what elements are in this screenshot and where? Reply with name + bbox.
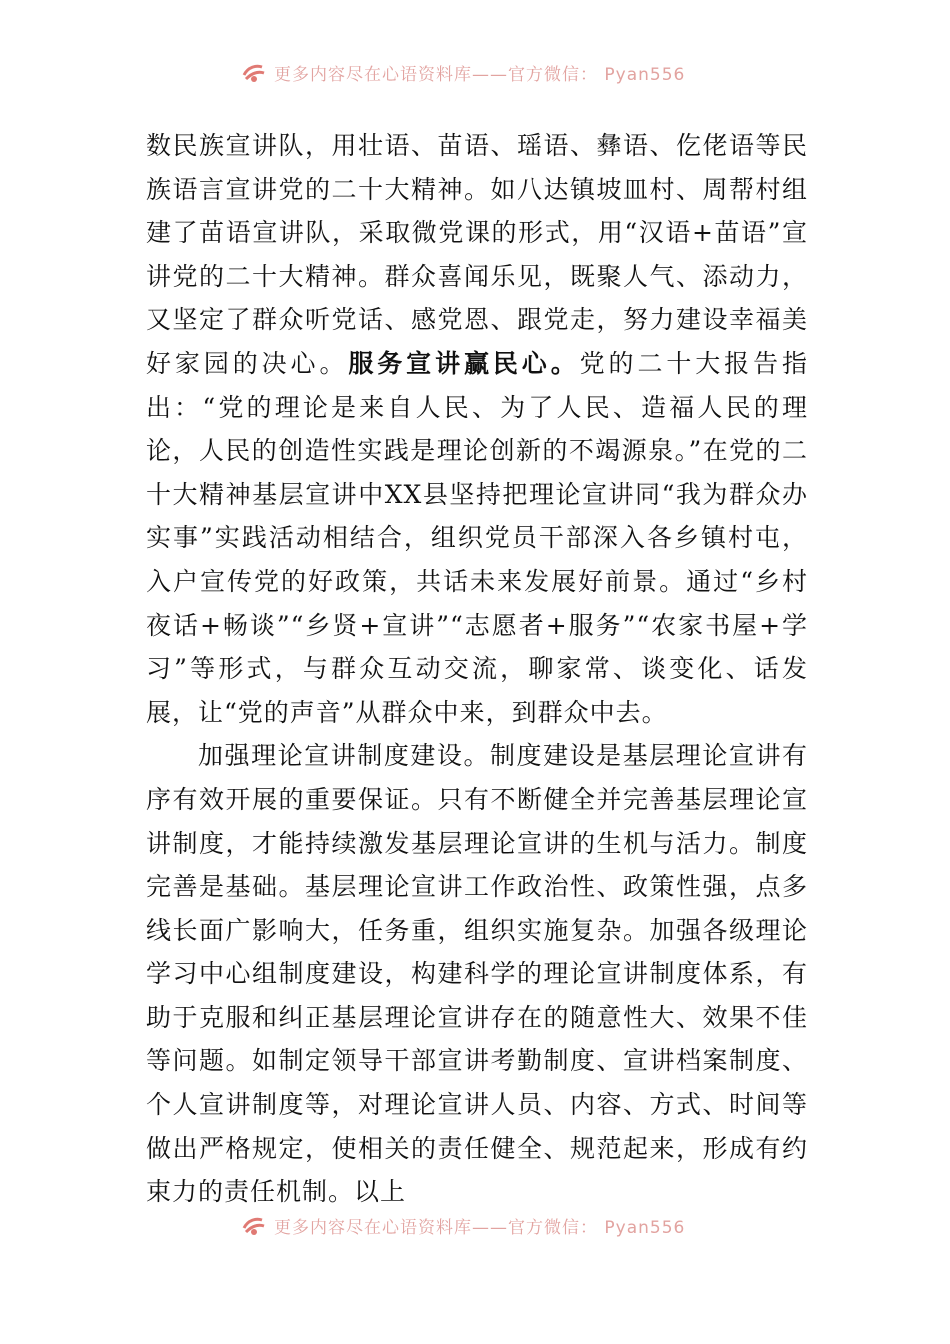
paragraph-1-text-b: 党的二十大报告指出：“党的理论是来自人民、为了人民、造福人民的理论，人民的创造性实践是理论创新的不竭源泉。”在党的二十大精神基层宣讲中XX县坚持把理论宣讲同“我为群众办实事”实践活动相结合，组织党员干部深入各乡镇村屯，入户宣传党的好政策，共话未来发展好前景。通过“乡村夜话+畅谈”“乡贤+宣讲”“志愿者+服务”“农家书屋+学习”等形式，与群众互动交流，聊家常、谈变化、话发展，让“党的声音”从群众中来，到群众中去。 (146, 348, 808, 727)
document-body (146, 124, 808, 1214)
watermark-logo-icon (240, 1212, 268, 1238)
paragraph-1 (146, 124, 808, 734)
paragraph-1-text-a: 数民族宣讲队，用壮语、苗语、瑶语、彝语、仡佬语等民族语言宣讲党的二十大精神。如八达镇坡皿村、周帮村组建了苗语宣讲队，采取微党课的形式，用“汉语+苗语”宣讲党的二十大精神。群众喜闻乐见，既聚人气、添动力，又坚定了群众听党话、感党恩、跟党走，努力建设幸福美好家园的决心。 (146, 131, 808, 378)
watermark-text: 更多内容尽在心语资料库——官方微信： Pyan556 (274, 64, 686, 85)
watermark-logo-icon (240, 59, 268, 85)
footer-watermark (240, 1211, 685, 1239)
paragraph-2: 加强理论宣讲制度建设。制度建设是基层理论宣讲有序有效开展的重要保证。只有不断健全并完善基层理论宣讲制度，才能持续激发基层理论宣讲的生机与活力。制度完善是基础。基层理论宣讲工作政治性、政策性强，点多线长面广影响大，任务重，组织实施复杂。加强各级理论学习中心组制度建设，构建科学的理论宣讲制度体系，有助于克服和纠正基层理论宣讲存在的随意性大、效果不佳等问题。如制定领导干部宣讲考勤制度、宣讲档案制度、个人宣讲制度等，对理论宣讲人员、内容、方式、时间等做出严格规定，使相关的责任健全、规范起来，形成有约束力的责任机制。以上 (146, 741, 808, 1207)
watermark-text: 更多内容尽在心语资料库——官方微信： Pyan556 (274, 1217, 686, 1238)
bold-heading: 服务宣讲赢民心。 (348, 348, 580, 378)
header-watermark (240, 58, 685, 86)
